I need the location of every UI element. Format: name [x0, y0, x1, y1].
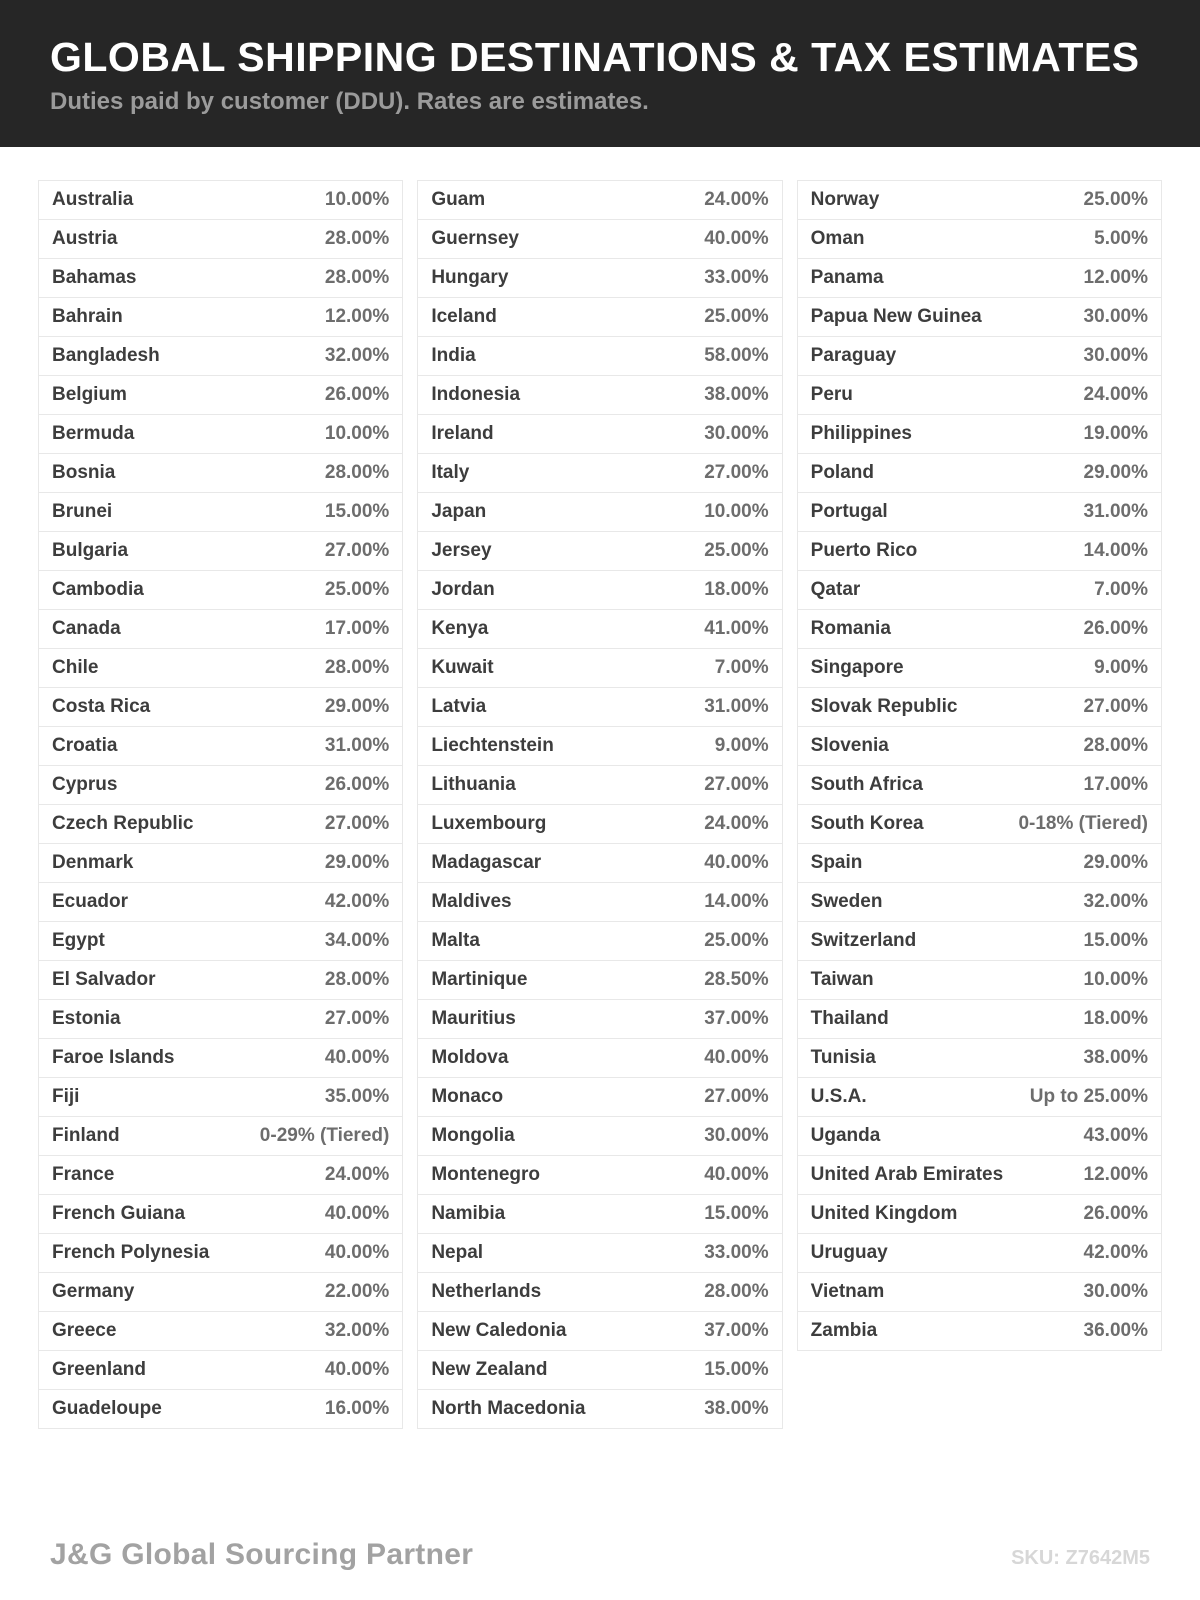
- tax-rate: 16.00%: [324, 1398, 390, 1419]
- table-row: [38, 531, 403, 571]
- tax-rate: 27.00%: [704, 1086, 769, 1107]
- tax-rate: 10.00%: [1083, 969, 1148, 990]
- tax-rate: 24.00%: [704, 813, 769, 834]
- tax-rate: 40.00%: [324, 1047, 390, 1068]
- table-row: [38, 648, 403, 688]
- table-row: [797, 765, 1162, 805]
- table-row: [417, 765, 782, 805]
- tax-rate: 15.00%: [324, 501, 390, 522]
- tax-rate: 18.00%: [704, 579, 769, 600]
- table-row: [38, 882, 403, 922]
- table-row: [38, 258, 403, 298]
- table-row: [38, 999, 403, 1039]
- table-row: [38, 1194, 403, 1234]
- tax-rate: 9.00%: [1094, 657, 1148, 678]
- country-name: Bulgaria: [52, 540, 129, 561]
- country-name: France: [52, 1164, 115, 1185]
- tax-rate: 28.50%: [704, 969, 769, 990]
- tax-rate: 26.00%: [1083, 1203, 1148, 1224]
- country-name: French Polynesia: [52, 1242, 210, 1263]
- table-row: [417, 882, 782, 922]
- table-row: [417, 1038, 782, 1078]
- tax-rate: 42.00%: [1083, 1242, 1148, 1263]
- table-row: [797, 1038, 1162, 1078]
- tax-rate: 22.00%: [324, 1281, 390, 1302]
- tax-rate: 15.00%: [704, 1359, 769, 1380]
- tax-rate: 42.00%: [324, 891, 390, 912]
- country-name: Mongolia: [431, 1125, 515, 1146]
- country-name: Tunisia: [810, 1047, 876, 1068]
- country-name: Thailand: [810, 1008, 889, 1029]
- tax-rate: 12.00%: [324, 306, 390, 327]
- country-name: Uruguay: [810, 1242, 888, 1263]
- tax-rate: 24.00%: [704, 189, 769, 210]
- tax-rate: 28.00%: [324, 267, 390, 288]
- tax-rate: 28.00%: [324, 969, 390, 990]
- tax-rate: 25.00%: [1083, 189, 1148, 210]
- country-name: India: [431, 345, 476, 366]
- table-row: [417, 1233, 782, 1273]
- tax-rate: Up to 25.00%: [1029, 1086, 1148, 1107]
- table-row: [38, 375, 403, 415]
- country-name: New Zealand: [431, 1359, 548, 1380]
- tax-rate: 26.00%: [324, 384, 390, 405]
- tax-rate: 40.00%: [704, 228, 769, 249]
- tax-rate: 40.00%: [324, 1242, 390, 1263]
- tax-rate: 31.00%: [324, 735, 390, 756]
- tax-rate: 38.00%: [704, 384, 769, 405]
- country-name: Paraguay: [810, 345, 897, 366]
- country-name: United Arab Emirates: [810, 1164, 1004, 1185]
- table-row: [38, 180, 403, 220]
- tax-rate: 40.00%: [704, 1047, 769, 1068]
- country-name: French Guiana: [52, 1203, 186, 1224]
- table-row: [38, 492, 403, 532]
- country-name: South Africa: [810, 774, 923, 795]
- country-name: Poland: [810, 462, 874, 483]
- rates-column-1: [38, 180, 403, 1429]
- country-name: Australia: [52, 189, 134, 210]
- tax-rate: 27.00%: [324, 1008, 390, 1029]
- page-subtitle: Duties paid by customer (DDU). Rates are estimates.: [50, 88, 649, 115]
- country-name: Fiji: [52, 1086, 80, 1107]
- table-row: [797, 1194, 1162, 1234]
- country-name: Kenya: [431, 618, 489, 639]
- country-name: Vietnam: [810, 1281, 885, 1302]
- tax-rate: 26.00%: [1083, 618, 1148, 639]
- tax-rate: 27.00%: [704, 774, 769, 795]
- country-name: Kuwait: [431, 657, 494, 678]
- tax-rate: 40.00%: [324, 1203, 390, 1224]
- country-name: Estonia: [52, 1008, 121, 1029]
- country-name: Romania: [810, 618, 891, 639]
- tax-rate: 25.00%: [704, 306, 769, 327]
- table-row: [38, 609, 403, 649]
- tax-rate: 29.00%: [324, 696, 390, 717]
- country-name: Czech Republic: [52, 813, 194, 834]
- country-name: Cyprus: [52, 774, 118, 795]
- table-row: [417, 492, 782, 532]
- country-name: Croatia: [52, 735, 118, 756]
- tax-rate: 0-18% (Tiered): [1018, 813, 1148, 834]
- tax-rate: 40.00%: [324, 1359, 390, 1380]
- tax-rate: 18.00%: [1083, 1008, 1148, 1029]
- tax-rate: 14.00%: [1083, 540, 1148, 561]
- tax-rate: 19.00%: [1083, 423, 1148, 444]
- tax-rate: 30.00%: [704, 423, 769, 444]
- tax-rate: 25.00%: [704, 930, 769, 951]
- tax-rate: 27.00%: [1083, 696, 1148, 717]
- country-name: Bahrain: [52, 306, 123, 327]
- country-name: Moldova: [431, 1047, 509, 1068]
- tax-rate: 41.00%: [704, 618, 769, 639]
- country-name: Hungary: [431, 267, 509, 288]
- country-name: United Kingdom: [810, 1203, 958, 1224]
- table-row: [417, 414, 782, 454]
- table-row: [38, 960, 403, 1000]
- table-row: [417, 180, 782, 220]
- country-name: Norway: [810, 189, 880, 210]
- tax-rate: 30.00%: [1083, 1281, 1148, 1302]
- table-row: [797, 258, 1162, 298]
- tax-rate: 7.00%: [1094, 579, 1148, 600]
- country-name: Japan: [431, 501, 487, 522]
- country-name: Sweden: [810, 891, 883, 912]
- table-row: [797, 999, 1162, 1039]
- country-name: Costa Rica: [52, 696, 151, 717]
- country-name: Montenegro: [431, 1164, 541, 1185]
- table-row: [417, 726, 782, 766]
- rates-column-2: [417, 180, 782, 1429]
- rates-column-3: [797, 180, 1162, 1351]
- tax-rate: 14.00%: [704, 891, 769, 912]
- country-name: Bosnia: [52, 462, 116, 483]
- tax-rate: 34.00%: [324, 930, 390, 951]
- tax-rate: 28.00%: [324, 462, 390, 483]
- tax-rate: 33.00%: [704, 1242, 769, 1263]
- table-row: [38, 1272, 403, 1312]
- country-name: New Caledonia: [431, 1320, 567, 1341]
- country-name: Canada: [52, 618, 121, 639]
- table-row: [417, 648, 782, 688]
- tax-rate: 29.00%: [1083, 462, 1148, 483]
- country-name: Luxembourg: [431, 813, 547, 834]
- table-row: [797, 336, 1162, 376]
- tax-rate: 10.00%: [324, 423, 390, 444]
- table-row: [797, 1272, 1162, 1312]
- tax-rate: 36.00%: [1083, 1320, 1148, 1341]
- table-row: [38, 414, 403, 454]
- table-row: [797, 804, 1162, 844]
- header-banner: [0, 0, 1200, 147]
- country-name: Martinique: [431, 969, 528, 990]
- country-name: Slovenia: [810, 735, 889, 756]
- tax-rate: 40.00%: [704, 852, 769, 873]
- table-row: [417, 1116, 782, 1156]
- country-name: Chile: [52, 657, 99, 678]
- table-row: [417, 687, 782, 727]
- table-row: [38, 804, 403, 844]
- tax-rate: 24.00%: [324, 1164, 390, 1185]
- country-name: Cambodia: [52, 579, 144, 600]
- table-row: [417, 1272, 782, 1312]
- table-row: [38, 1350, 403, 1390]
- tax-rate: 43.00%: [1083, 1125, 1148, 1146]
- table-row: [797, 687, 1162, 727]
- table-row: [38, 336, 403, 376]
- table-row: [797, 648, 1162, 688]
- table-row: [417, 1194, 782, 1234]
- table-row: [417, 921, 782, 961]
- tax-rate: 26.00%: [324, 774, 390, 795]
- country-name: Italy: [431, 462, 470, 483]
- country-name: Uganda: [810, 1125, 881, 1146]
- table-row: [38, 453, 403, 493]
- country-name: Iceland: [431, 306, 497, 327]
- table-row: [38, 1038, 403, 1078]
- country-name: Greenland: [52, 1359, 146, 1380]
- country-name: Papua New Guinea: [810, 306, 982, 327]
- table-row: [797, 960, 1162, 1000]
- country-name: Greece: [52, 1320, 117, 1341]
- tax-rate: 27.00%: [324, 813, 390, 834]
- country-name: Mauritius: [431, 1008, 516, 1029]
- country-name: Madagascar: [431, 852, 542, 873]
- tax-rate: 58.00%: [704, 345, 769, 366]
- table-row: [417, 219, 782, 259]
- table-row: [797, 726, 1162, 766]
- table-row: [417, 1155, 782, 1195]
- table-row: [38, 1389, 403, 1429]
- country-name: Guernsey: [431, 228, 519, 249]
- tax-rate: 28.00%: [324, 657, 390, 678]
- country-name: Qatar: [810, 579, 861, 600]
- country-name: Bangladesh: [52, 345, 160, 366]
- brand-name: J&G Global Sourcing Partner: [50, 1538, 474, 1571]
- country-name: Oman: [810, 228, 865, 249]
- country-name: U.S.A.: [810, 1086, 867, 1107]
- page-title: GLOBAL SHIPPING DESTINATIONS & TAX ESTIMATES: [50, 34, 1140, 80]
- country-name: Monaco: [431, 1086, 504, 1107]
- country-name: Maldives: [431, 891, 512, 912]
- country-name: Singapore: [810, 657, 904, 678]
- tax-rate: 32.00%: [324, 1320, 390, 1341]
- country-name: Bermuda: [52, 423, 135, 444]
- tax-rate: 30.00%: [704, 1125, 769, 1146]
- table-row: [417, 999, 782, 1039]
- country-name: Austria: [52, 228, 118, 249]
- tax-rate: 31.00%: [704, 696, 769, 717]
- table-row: [797, 414, 1162, 454]
- table-row: [417, 804, 782, 844]
- tax-rate: 15.00%: [704, 1203, 769, 1224]
- country-name: Puerto Rico: [810, 540, 918, 561]
- table-row: [417, 375, 782, 415]
- tax-rate: 32.00%: [1083, 891, 1148, 912]
- tax-rate: 17.00%: [1083, 774, 1148, 795]
- tax-rate: 29.00%: [324, 852, 390, 873]
- country-name: Peru: [810, 384, 853, 405]
- table-row: [797, 219, 1162, 259]
- table-row: [417, 1389, 782, 1429]
- table-row: [797, 1116, 1162, 1156]
- table-row: [797, 531, 1162, 571]
- table-row: [797, 453, 1162, 493]
- country-name: Jersey: [431, 540, 492, 561]
- table-row: [38, 1155, 403, 1195]
- table-row: [797, 180, 1162, 220]
- country-name: Namibia: [431, 1203, 506, 1224]
- table-row: [797, 1155, 1162, 1195]
- tax-rate: 0-29% (Tiered): [259, 1125, 390, 1146]
- table-row: [797, 882, 1162, 922]
- table-row: [38, 1311, 403, 1351]
- table-row: [38, 219, 403, 259]
- tax-rate: 38.00%: [704, 1398, 769, 1419]
- table-row: [797, 843, 1162, 883]
- table-row: [417, 1077, 782, 1117]
- table-row: [38, 1077, 403, 1117]
- country-name: Philippines: [810, 423, 913, 444]
- tax-rate: 30.00%: [1083, 306, 1148, 327]
- tax-rate: 15.00%: [1083, 930, 1148, 951]
- table-row: [797, 492, 1162, 532]
- table-row: [38, 843, 403, 883]
- country-name: Taiwan: [810, 969, 874, 990]
- table-row: [417, 297, 782, 337]
- tax-rate: 29.00%: [1083, 852, 1148, 873]
- country-name: Faroe Islands: [52, 1047, 175, 1068]
- table-row: [797, 570, 1162, 610]
- table-row: [38, 765, 403, 805]
- country-name: Belgium: [52, 384, 127, 405]
- country-name: Zambia: [810, 1320, 878, 1341]
- country-name: Egypt: [52, 930, 105, 951]
- country-name: Germany: [52, 1281, 135, 1302]
- tax-rate: 38.00%: [1083, 1047, 1148, 1068]
- tax-rate: 28.00%: [704, 1281, 769, 1302]
- tax-rate: 12.00%: [1083, 1164, 1148, 1185]
- table-row: [797, 921, 1162, 961]
- tax-rate: 32.00%: [324, 345, 390, 366]
- tax-rate: 25.00%: [704, 540, 769, 561]
- country-name: Spain: [810, 852, 863, 873]
- country-name: Bahamas: [52, 267, 137, 288]
- tax-rate: 27.00%: [704, 462, 769, 483]
- tax-rate: 9.00%: [714, 735, 769, 756]
- table-row: [417, 609, 782, 649]
- table-row: [38, 570, 403, 610]
- country-name: Nepal: [431, 1242, 484, 1263]
- country-name: Indonesia: [431, 384, 521, 405]
- table-row: [797, 297, 1162, 337]
- country-name: Jordan: [431, 579, 495, 600]
- table-row: [38, 1233, 403, 1273]
- country-name: Portugal: [810, 501, 888, 522]
- table-row: [417, 960, 782, 1000]
- table-row: [797, 609, 1162, 649]
- tax-rate: 37.00%: [704, 1320, 769, 1341]
- tax-rate: 30.00%: [1083, 345, 1148, 366]
- table-row: [38, 687, 403, 727]
- country-name: Latvia: [431, 696, 487, 717]
- country-name: Brunei: [52, 501, 113, 522]
- table-row: [417, 531, 782, 571]
- table-row: [417, 336, 782, 376]
- country-name: Finland: [52, 1125, 120, 1146]
- country-name: El Salvador: [52, 969, 156, 990]
- country-name: Ireland: [431, 423, 494, 444]
- tax-rate: 40.00%: [704, 1164, 769, 1185]
- table-row: [417, 570, 782, 610]
- country-name: Malta: [431, 930, 480, 951]
- tax-rate: 7.00%: [714, 657, 769, 678]
- tax-rate: 35.00%: [324, 1086, 390, 1107]
- tax-rate: 28.00%: [324, 228, 390, 249]
- tax-rate: 10.00%: [704, 501, 769, 522]
- tax-rate: 12.00%: [1083, 267, 1148, 288]
- footer: [50, 1538, 1150, 1572]
- shipping-rates-table: [38, 180, 1162, 1429]
- tax-rate: 27.00%: [324, 540, 390, 561]
- country-name: Guadeloupe: [52, 1398, 162, 1419]
- country-name: Panama: [810, 267, 884, 288]
- tax-rate: 37.00%: [704, 1008, 769, 1029]
- country-name: Lithuania: [431, 774, 516, 795]
- tax-rate: 10.00%: [324, 189, 390, 210]
- table-row: [417, 258, 782, 298]
- country-name: Liechtenstein: [431, 735, 554, 756]
- tax-rate: 17.00%: [324, 618, 390, 639]
- table-row: [38, 1116, 403, 1156]
- table-row: [797, 375, 1162, 415]
- tax-rate: 25.00%: [324, 579, 390, 600]
- country-name: North Macedonia: [431, 1398, 586, 1419]
- table-row: [38, 921, 403, 961]
- table-row: [417, 1311, 782, 1351]
- tax-rate: 5.00%: [1094, 228, 1148, 249]
- tax-rate: 24.00%: [1083, 384, 1148, 405]
- table-row: [797, 1077, 1162, 1117]
- table-row: [797, 1311, 1162, 1351]
- tax-rate: 31.00%: [1083, 501, 1148, 522]
- table-row: [38, 726, 403, 766]
- table-row: [417, 453, 782, 493]
- country-name: Switzerland: [810, 930, 917, 951]
- country-name: Guam: [431, 189, 486, 210]
- country-name: Denmark: [52, 852, 134, 873]
- country-name: Ecuador: [52, 891, 129, 912]
- country-name: Netherlands: [431, 1281, 542, 1302]
- table-row: [417, 1350, 782, 1390]
- table-row: [797, 1233, 1162, 1273]
- country-name: South Korea: [810, 813, 924, 834]
- table-row: [38, 297, 403, 337]
- tax-rate: 28.00%: [1083, 735, 1148, 756]
- table-row: [417, 843, 782, 883]
- sku-label: SKU: Z7642M5: [1011, 1547, 1150, 1569]
- country-name: Slovak Republic: [810, 696, 958, 717]
- tax-rate: 33.00%: [704, 267, 769, 288]
